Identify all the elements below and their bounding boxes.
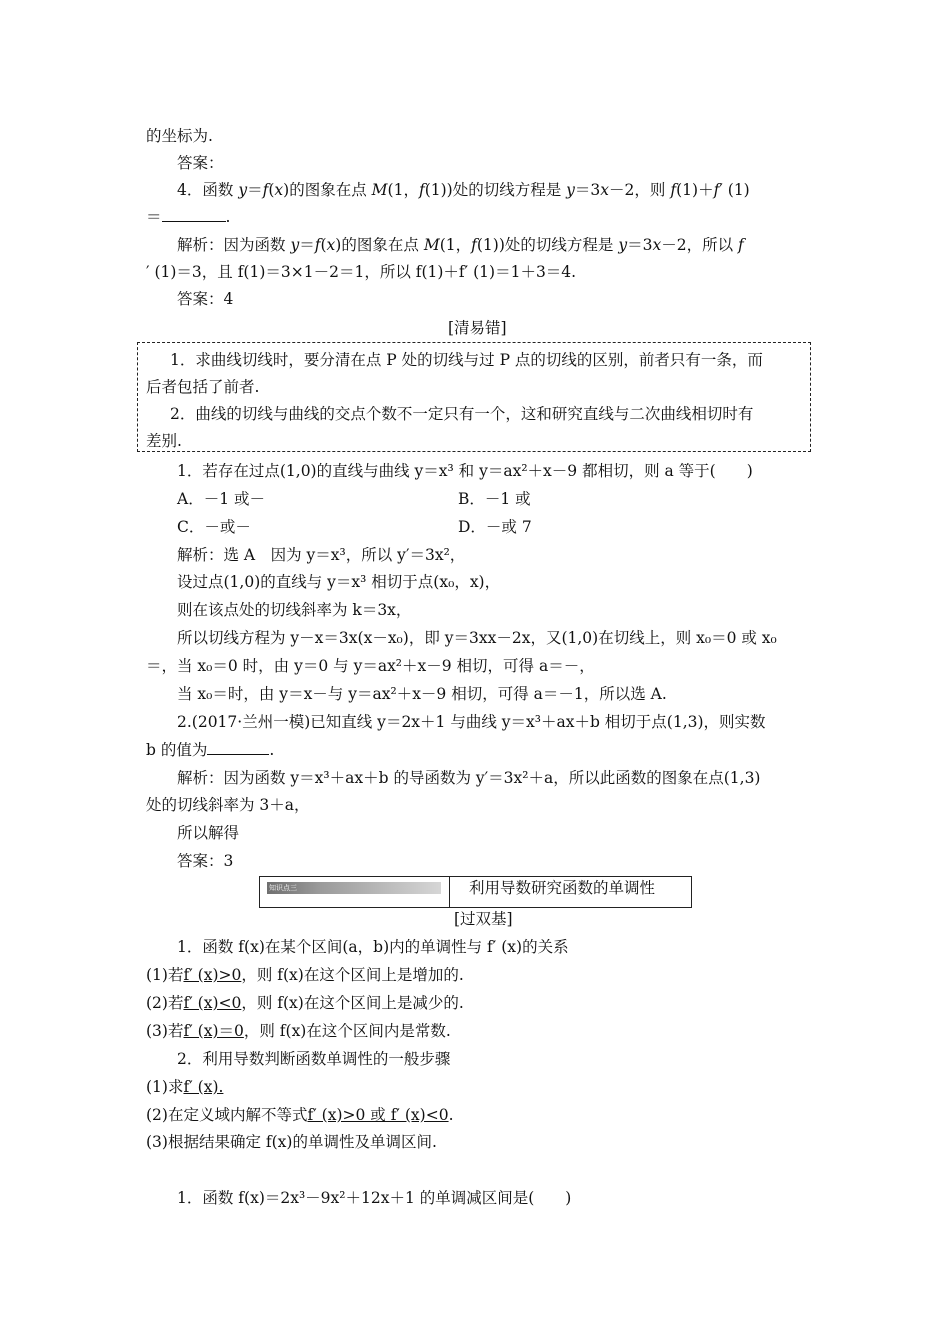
practice-2-stem: b 的值为 . <box>146 741 275 759</box>
solution-line: 处的切线斜率为 3＋a， <box>146 796 310 814</box>
basics-item: (1)求f′ (x). <box>146 1078 224 1096</box>
exercise-stem: 1．函数 f(x)＝2x³－9x²＋12x＋1 的单调减区间是( ) <box>177 1189 572 1207</box>
question-4-line2: ＝ . <box>146 208 231 226</box>
solution-line: ＝，当 x₀＝0 时，由 y＝0 与 y＝ax²＋x－9 相切，可得 a＝－， <box>146 657 595 675</box>
basics-item: (3)若f′ (x)＝0，则 f(x)在这个区间内是常数. <box>146 1022 451 1040</box>
caution-item: 后者包括了前者. <box>146 378 260 396</box>
caution-item: 2．曲线的切线与曲线的交点个数不一定只有一个，这和研究直线与二次曲线相切时有 <box>170 405 754 423</box>
option-a[interactable]: A．－1 或－ <box>177 490 265 508</box>
solution-line: 解析：选 A 因为 y＝x³，所以 y′＝3x²， <box>177 546 466 564</box>
practice-1-stem: 1．若存在过点(1,0)的直线与曲线 y＝x³ 和 y＝ax²＋x－9 都相切，则 a 等于( ) <box>177 462 753 480</box>
explanation-line: ′ (1)＝3，且 f(1)＝3×1－2＝1，所以 f(1)＋f′ (1)＝1＋3＝4. <box>146 263 577 281</box>
solution-line: 设过点(1,0)的直线与 y＝x³ 相切于点(x₀，x)， <box>177 573 501 591</box>
solution-line: 当 x₀＝时，由 y＝x－与 y＝ax²＋x－9 相切，可得 a＝－1，所以选 A. <box>177 685 667 703</box>
caution-item: 1．求曲线切线时，要分清在点 P 处的切线与过 P 点的切线的区别，前者只有一条，而 <box>170 351 763 369</box>
solution-line: 所以解得 <box>177 824 240 842</box>
solution-line: 解析：因为函数 y＝x³＋ax＋b 的导函数为 y′＝3x²＋a，所以此函数的图象在点(1,3) <box>177 769 761 787</box>
practice-2-stem: 2.(2017·兰州一模)已知直线 y＝2x＋1 与曲线 y＝x³＋ax＋b 相切于点(1,3)，则实数 <box>177 713 766 731</box>
answer-label: 答案：4 <box>177 290 234 308</box>
basics-heading: 2．利用导数判断函数单调性的一般步骤 <box>177 1050 451 1068</box>
answer-blank[interactable] <box>207 740 269 755</box>
basics-item: (1)若f′ (x)>0，则 f(x)在这个区间上是增加的. <box>146 966 464 984</box>
option-b[interactable]: B．－1 或 <box>458 490 531 508</box>
option-d[interactable]: D．－或 7 <box>458 518 532 536</box>
text-line: 的坐标为. <box>146 127 213 145</box>
answer-label: 答案：3 <box>177 852 234 870</box>
basics-item: (2)在定义域内解不等式f′ (x)>0 或 f′ (x)<0. <box>146 1106 454 1124</box>
section-title: 利用导数研究函数的单调性 <box>469 879 656 897</box>
caution-item: 差别. <box>146 432 182 450</box>
question-4: 4．函数 y＝f(x)的图象在点 M(1，f(1))处的切线方程是 y＝3x－2，则 f(1)＋f′ (1) <box>177 181 750 199</box>
section-heading: [清易错] <box>448 319 507 337</box>
solution-line: 则在该点处的切线斜率为 k＝3x， <box>177 601 412 619</box>
section-subheading: [过双基] <box>454 910 513 928</box>
basics-item: (3)根据结果确定 f(x)的单调性及单调区间. <box>146 1133 437 1151</box>
basics-heading: 1．函数 f(x)在某个区间(a，b)内的单调性与 f′ (x)的关系 <box>177 938 569 956</box>
explanation-line: 解析：因为函数 y＝f(x)的图象在点 M(1，f(1))处的切线方程是 y＝3x－2，所以 f <box>177 236 744 254</box>
answer-blank[interactable] <box>162 207 226 222</box>
basics-item: (2)若f′ (x)<0，则 f(x)在这个区间上是减少的. <box>146 994 464 1012</box>
answer-label: 答案： <box>177 154 224 172</box>
solution-line: 所以切线方程为 y－x＝3x(x－x₀)，即 y＝3xx－2x，又(1,0)在切线上，则 x₀＝0 或 x₀ <box>177 629 777 647</box>
knowledge-point-tag: 知识点三 <box>267 882 441 894</box>
option-c[interactable]: C．－或－ <box>177 518 251 536</box>
